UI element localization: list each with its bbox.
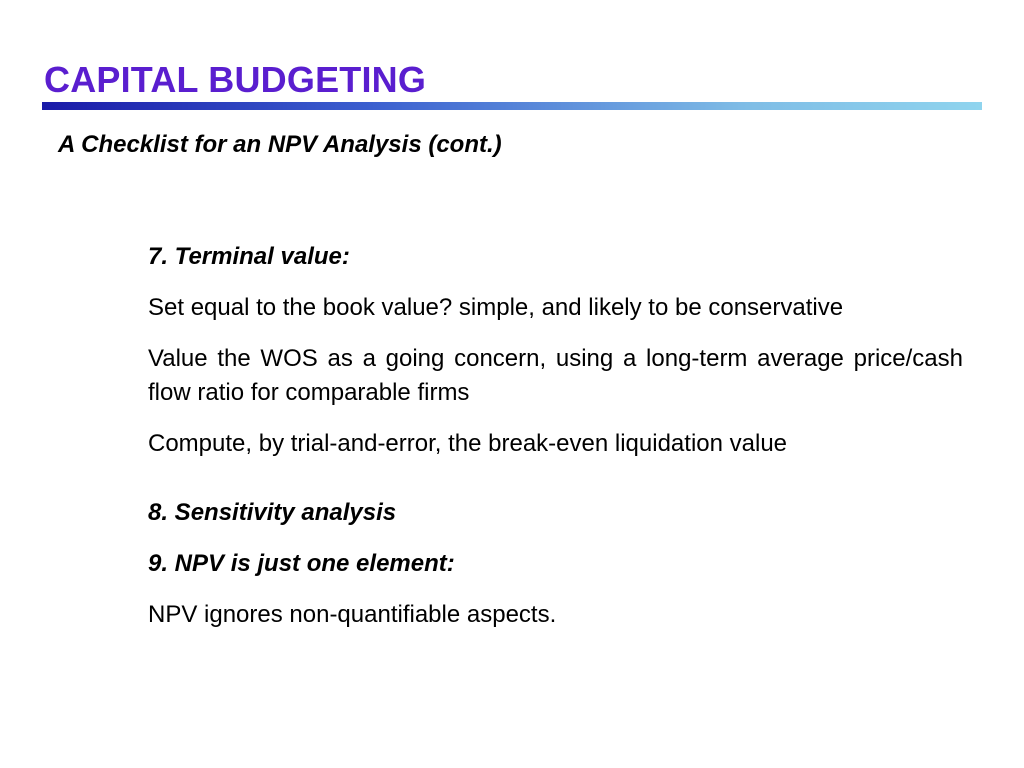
title-underline-rule: [42, 102, 982, 110]
item-7-heading: 7. Terminal value:: [148, 243, 350, 270]
slide-body: [148, 240, 963, 649]
item-7-point-3: Compute, by trial-and-error, the break-even liquidation value: [148, 430, 788, 457]
item-8-heading: 8. Sensitivity analysis: [148, 499, 397, 526]
item-7-point-2: Value the WOS as a going concern, using a long-term average price/cash flow ratio for comparable firms: [148, 345, 963, 406]
slide-title: CAPITAL BUDGETING: [44, 59, 427, 100]
slide-subtitle: A Checklist for an NPV Analysis (cont.): [58, 131, 502, 158]
spacer: [148, 478, 963, 496]
item-7-point-1: Set equal to the book value? simple, and likely to be conservative: [148, 294, 844, 321]
item-9-heading: 9. NPV is just one element:: [148, 550, 455, 577]
item-9-point-1: NPV ignores non-quantifiable aspects.: [148, 601, 557, 628]
